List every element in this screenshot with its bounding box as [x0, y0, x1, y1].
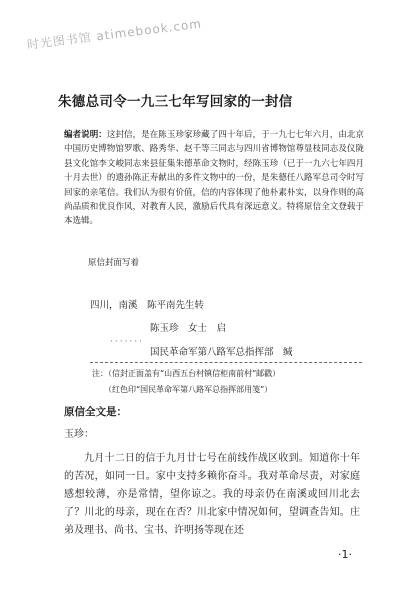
- envelope-line-2: 陈玉珍 女士 启: [150, 323, 227, 334]
- watermark: 时光图书馆 atimebook.com: [26, 16, 203, 52]
- footnote-postmark: 注：（信封正面盖有“山西五台村镇信柜南前村”邮戳）: [92, 369, 281, 378]
- footnote-seal: （红色印“国民革命军第八路军总指挥部用笺”）: [104, 385, 273, 394]
- divider: [90, 362, 362, 363]
- page-title: 朱德总司令一九三七年写回家的一封信: [58, 94, 293, 110]
- envelope-line-1: 四川，南溪 陈平南先生转: [90, 300, 205, 311]
- envelope-line-3: 国民革命军第八路军总指挥部 缄: [150, 347, 293, 358]
- envelope-marks: ·······: [110, 337, 145, 347]
- section-heading: 原信全文是：: [64, 406, 127, 418]
- editor-note-label: 编者说明：: [64, 130, 107, 140]
- editor-note: [64, 128, 364, 229]
- editor-note-text: 这封信，是在陈玉珍家珍藏了四十年后，于一九七七年六月，由北京中国历史博物馆罗歌、路秀华、赵千等三同志与四川省博物馆尊显枝同志及仪陇县文化馆李文峻同志来县征集朱德革命文物时，经陈玉珍（已于一九六七年四月十月去世）的遗孙陈正寿献出的多件文物中的一份，是朱德任八路军总司令时写回家的亲笔信。我们认为很有价值，信的内容体现了他朴素朴实，以身作则的高尚品质和优良作风，对教育人民，激励后代具有深远意义。特将原信全文登载于本选辑。: [64, 130, 364, 227]
- letter-body: 九月十二日的信于九月廿七号在前线作战区收到。知道你十年的苦况，如同一日。家中支持多赖你奋斗。我对革命尽责，对家庭感想较薄，亦是常情，望你谅之。我的母亲仍在南溪或回川北去了？川北的母亲，现在在否？川北家中情况如何，望调查告知。庄弟及理书、尚书、宝书、许明扬等现在还: [64, 453, 360, 536]
- editor-note-signature: 原信封面写着: [88, 258, 140, 268]
- letter-greeting: 玉珍：: [64, 429, 94, 440]
- page-number: ·1·: [338, 548, 352, 561]
